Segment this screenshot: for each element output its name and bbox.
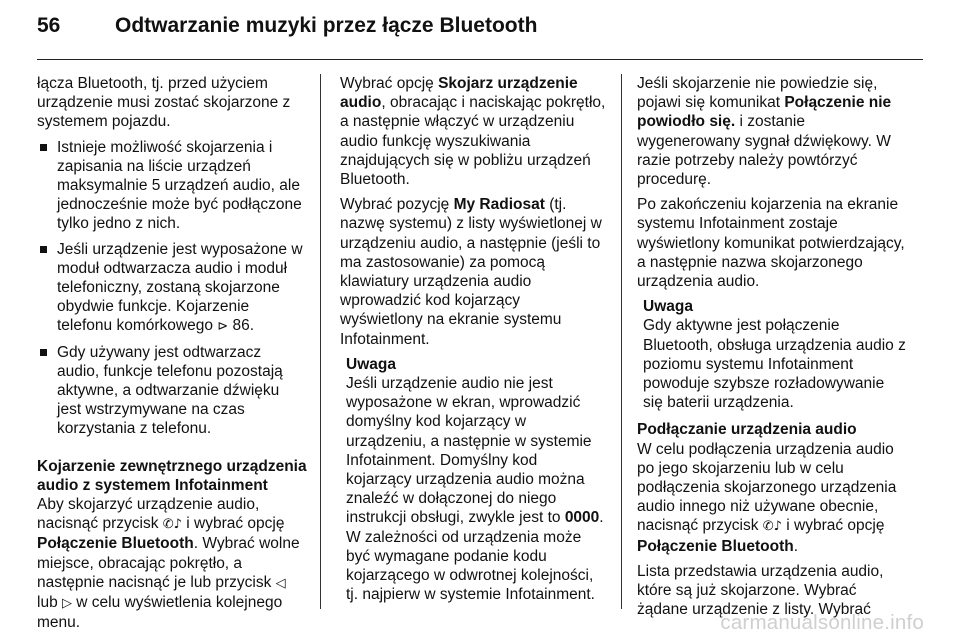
menu-option-label: Skojarz urządzenie audio (340, 75, 578, 112)
note-text (346, 374, 606, 604)
text-run: Wybrać opcję (340, 75, 439, 92)
column-divider (320, 74, 321, 609)
default-code: 0000 (564, 509, 600, 527)
column-divider (621, 74, 622, 609)
paragraph (340, 195, 606, 349)
page-reference-arrow-icon: ⊳ (217, 319, 229, 335)
paragraph (37, 495, 307, 632)
bullet-item (37, 343, 307, 439)
menu-option-label: Połączenie Bluetooth (37, 535, 194, 553)
page-title: Odtwarzanie muzyki przez łącze Bluetooth (115, 14, 538, 37)
paragraph (637, 74, 907, 189)
note-title: Uwaga (346, 355, 396, 373)
column-2 (340, 74, 606, 612)
text-run: w celu wyświetlenia kolejnego menu. (37, 594, 283, 632)
bullet-text: Jeśli urządzenie jest wyposażone w moduł odtwarzacza audio i moduł telefoniczny, zostaną skojarzone obydwie funkcje. Kojarzenie telefonu komórkowego (57, 240, 303, 335)
phone-music-button-icon: ✆♪ (162, 517, 182, 533)
bullet-text: Istnieje możliwość skojarzenia i zapisania na liście urządzeń maksymalnie 5 urządzeń audio, ale jednocześnie może być podłączone tylko jedno z nich. (57, 138, 302, 233)
text-run: i wybrać opcję (781, 517, 885, 535)
text-run: , obracając i naciskając pokrętło, a następnie włączyć w urządzeniu audio funkcję wyszukiwania znajdujących się w pobliżu urządzeń Bluetooth. (340, 94, 606, 189)
note-title: Uwaga (643, 298, 693, 316)
column-3 (637, 74, 907, 625)
column-1 (37, 74, 307, 638)
paragraph: Po zakończeniu kojarzenia na ekranie systemu Infotainment zostaje wyświetlony komunikat potwierdzający, a następnie nazwa skojarzonego urządzenia audio. (637, 196, 905, 291)
text-run: W celu podłączenia urządzenia audio po jego skojarzeniu lub w celu podłączenia skojarzonego urządzenia audio innego niż używane obecnie, nacisnąć przycisk (637, 440, 897, 535)
bullet-list (37, 138, 307, 439)
menu-option-label: Połączenie Bluetooth (637, 537, 794, 555)
text-run: (tj. nazwę systemu) z listy wyświetlonej w urządzeniu audio, a następnie (jeśli to ma zastosowanie) za pomocą klawiatury urządzenia audio wprowadzić kod kojarzący wyświetlony na ekranie systemu Infotainment. (340, 196, 602, 348)
bullet-item (37, 240, 307, 337)
page-number: 56 (37, 14, 61, 37)
text-run: Jeśli urządzenie audio nie jest wyposażone w ekran, wprowadzić domyślny kod kojarzący w urządzeniu, a następnie w systemie Infotainment. Domyślny kod kojarzący urządzenia audio można znaleźć w dołączonej do niego instrukcji obsługi, zwykle jest to (346, 375, 592, 527)
section-heading: Podłączanie urządzenia audio (637, 421, 857, 439)
note-box (637, 297, 907, 412)
text-run: lub (37, 594, 62, 612)
paragraph (340, 74, 606, 189)
page-reference-number: 86. (228, 317, 255, 335)
section-heading: Kojarzenie zewnętrznego urządzenia audio z systemem Infotainment (37, 457, 307, 494)
header-divider (37, 59, 923, 60)
text-run: Aby skojarzyć urządzenie audio, nacisnąć przycisk (37, 496, 260, 533)
page-header (37, 14, 537, 46)
phone-music-button-icon: ✆♪ (762, 519, 782, 535)
right-arrow-button-icon: ▷ (62, 596, 72, 612)
note-box (340, 355, 606, 605)
message-label: Połączenie nie powiodło się. (637, 94, 892, 131)
paragraph: Lista przedstawia urządzenia audio, które są już skojarzone. Wybrać żądane urządzenie z listy. Wybrać (637, 562, 884, 619)
paragraph (637, 440, 907, 556)
system-name-label: My Radiosat (453, 196, 545, 214)
watermark: carmanualsonline.info (720, 611, 924, 634)
bullet-item (37, 138, 307, 234)
note-text: Gdy aktywne jest połączenie Bluetooth, obsługa urządzenia audio z poziomu systemu Infotainment powoduje szybsze rozładowywanie się baterii urządzenia. (643, 317, 906, 412)
bullet-text: Gdy używany jest odtwarzacz audio, funkcje telefonu pozostają aktywne, a odtwarzanie dźwięku jest wstrzymywane na czas korzystania z telefonu. (57, 343, 283, 438)
left-arrow-button-icon: ◁ (275, 575, 286, 591)
text-run: Wybrać pozycję (340, 196, 454, 214)
intro-paragraph: łącza Bluetooth, tj. przed użyciem urządzenie musi zostać skojarzone z systemem pojazdu. (37, 75, 291, 131)
text-run: . (793, 537, 799, 555)
text-run: . Wybrać wolne miejsce, obracając pokrętło, a następnie nacisnąć je lub przycisk (37, 535, 300, 591)
text-run: . W zależności od urządzenia może być wymagane podanie kodu kojarzącego w odwrotnej kolejności, tj. najpierw w systemie Infotainment. (346, 509, 604, 604)
text-run: i wybrać opcję (181, 515, 285, 533)
text-run: Jeśli skojarzenie nie powiedzie się, pojawi się komunikat (637, 75, 878, 112)
text-run: i zostanie wygenerowany sygnał dźwiękowy. W razie potrzeby należy powtórzyć procedurę. (637, 113, 891, 189)
